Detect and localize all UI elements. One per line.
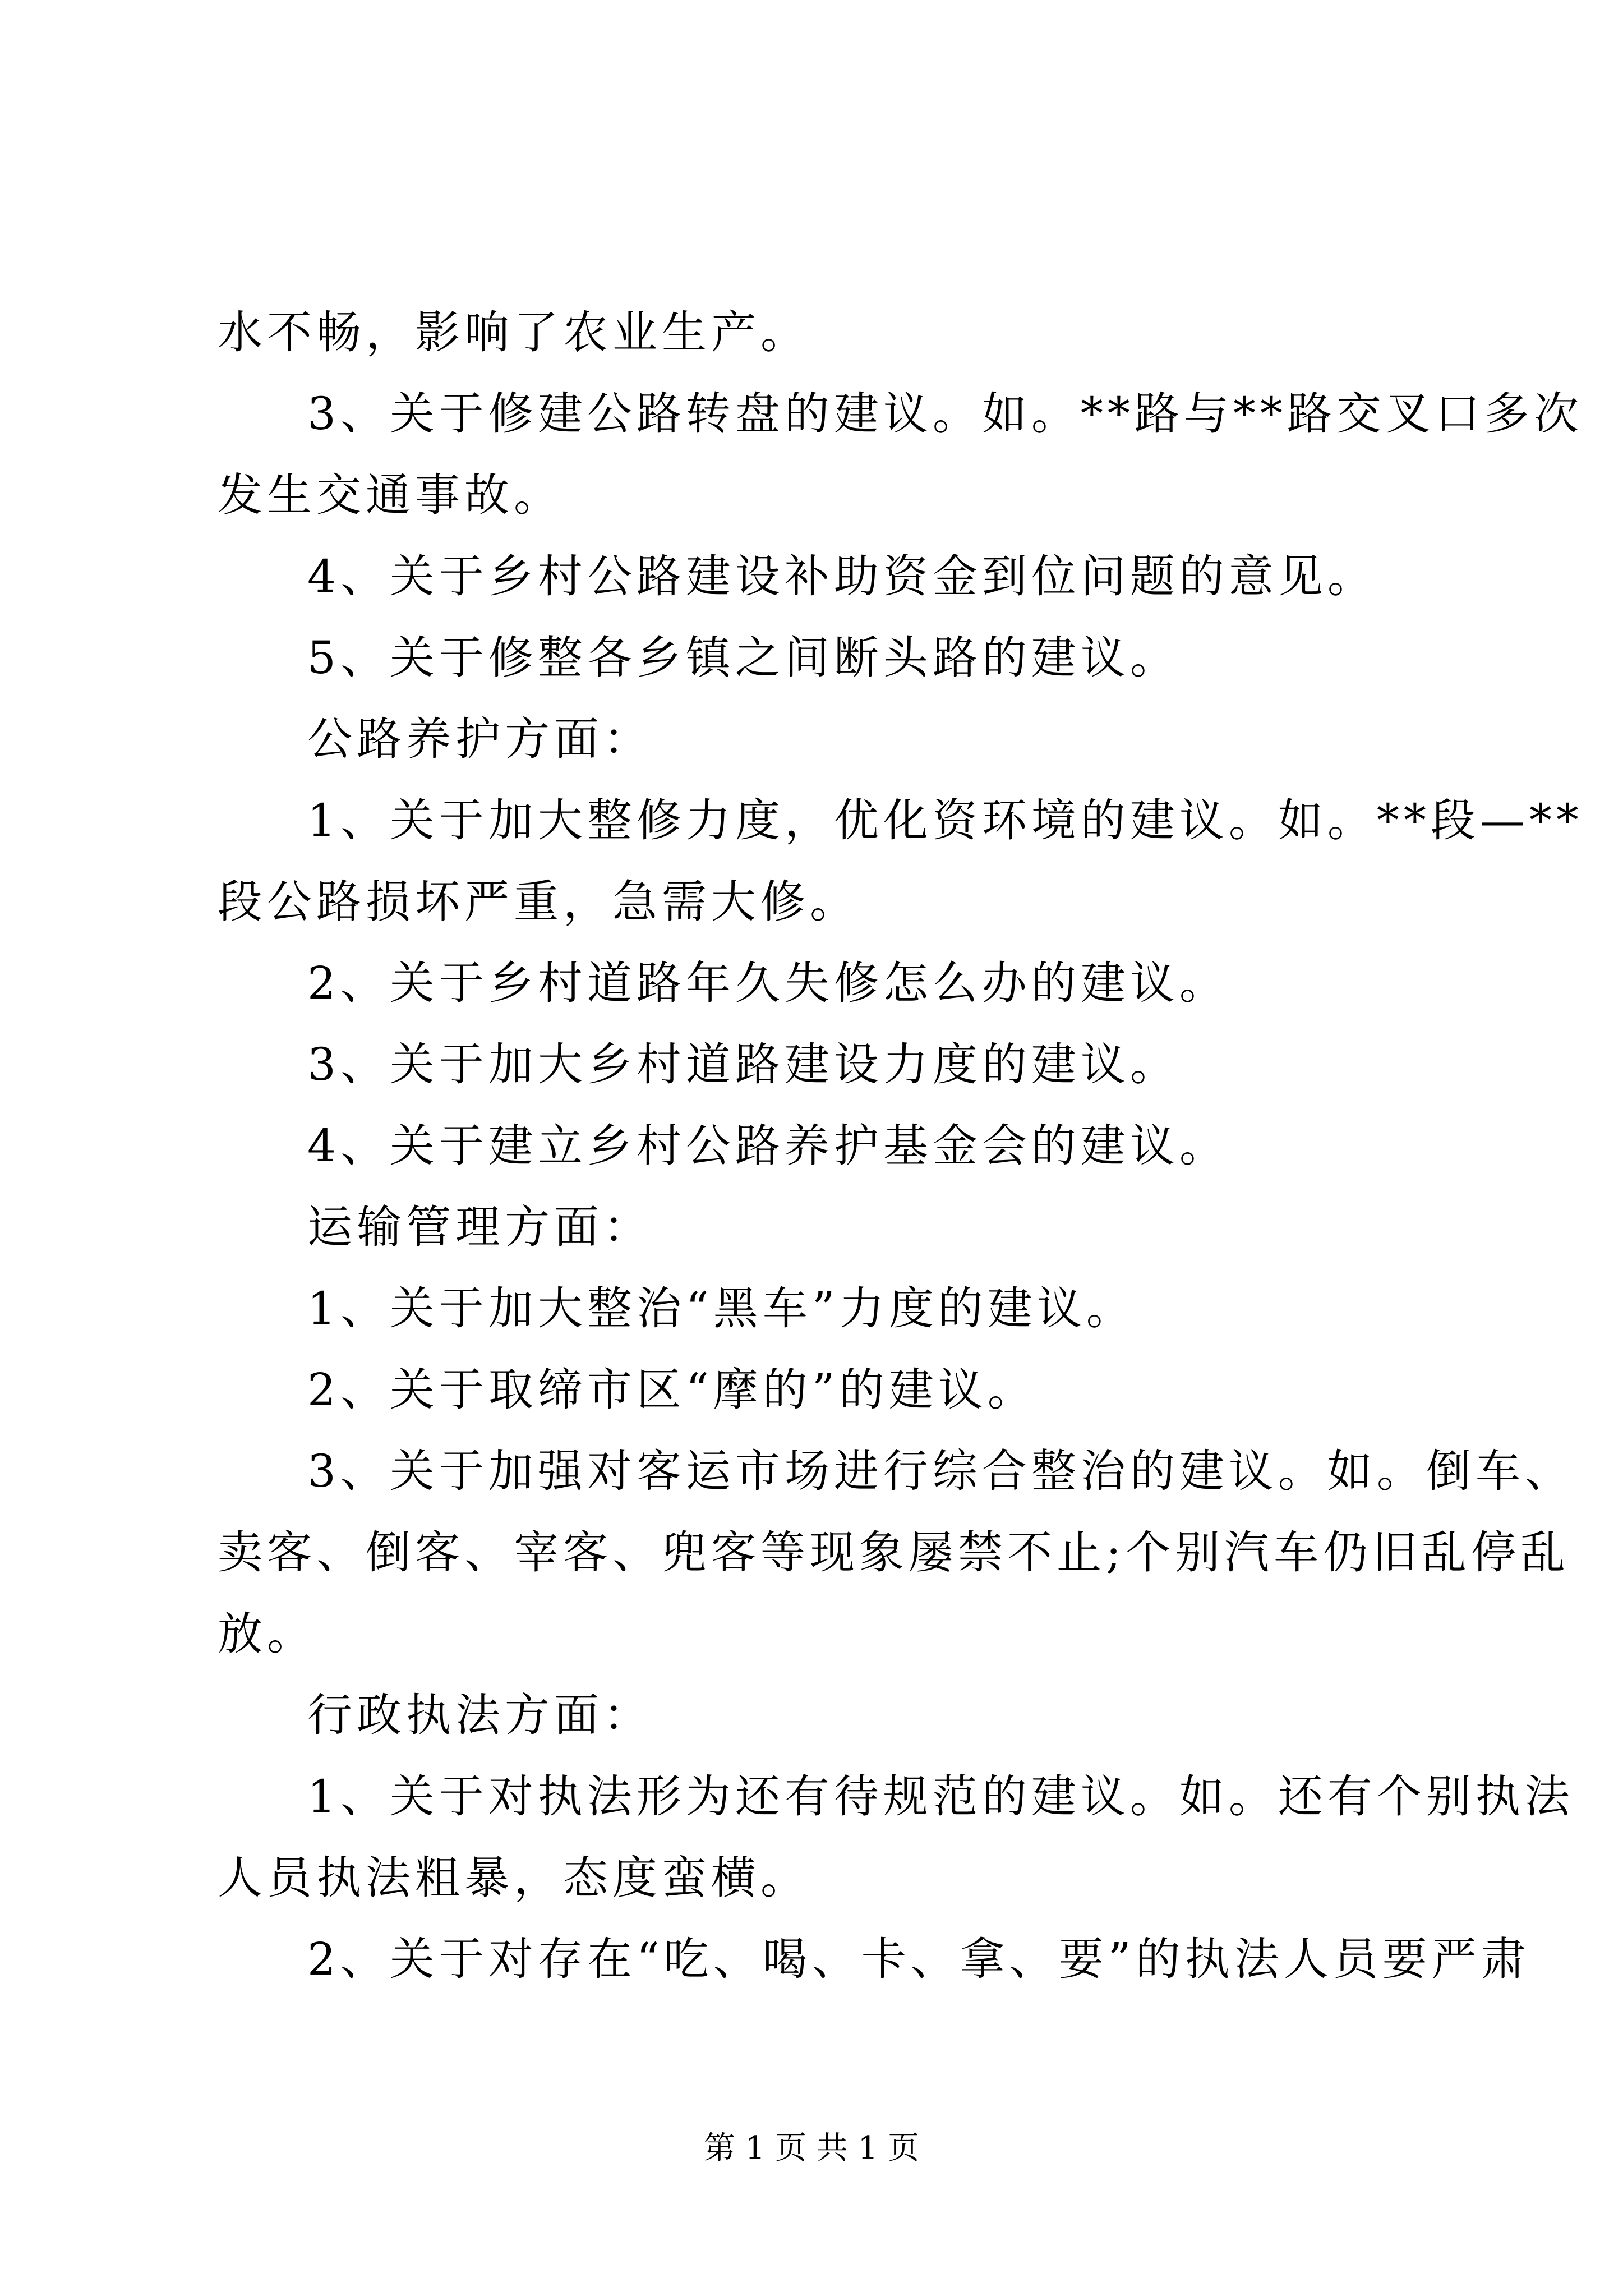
text-line: 1、关于加大整修力度，优化资环境的建议。如。**段—** — [307, 794, 1583, 846]
text-line: 2、关于对存在“吃、喝、卡、拿、要”的执法人员要严肃 — [307, 1933, 1530, 1985]
text-line: 3、关于加大乡村道路建设力度的建议。 — [307, 1038, 1179, 1091]
text-line: 发生交通事故。 — [218, 469, 563, 521]
text-line: 水不畅，影响了农业生产。 — [218, 306, 810, 358]
document-body — [218, 292, 1583, 2000]
text-line: 1、关于加大整治“黑车”力度的建议。 — [307, 1282, 1136, 1335]
text-line: 4、关于乡村公路建设补助资金到位问题的意见。 — [307, 550, 1377, 602]
text-line: 3、关于修建公路转盘的建议。如。**路与**路交叉口多次 — [307, 388, 1583, 440]
section-heading: 运输管理方面： — [307, 1201, 653, 1253]
text-line: 卖客、倒客、宰客、兜客等现象屡禁不止;个别汽车仍旧乱停乱 — [218, 1526, 1570, 1579]
section-heading: 行政执法方面： — [307, 1689, 653, 1741]
page-footer: 第 1 页 共 1 页 — [703, 2130, 920, 2166]
text-line: 段公路损坏严重，急需大修。 — [218, 876, 859, 928]
text-line: 2、关于乡村道路年久失修怎么办的建议。 — [307, 957, 1229, 1009]
section-heading: 公路养护方面： — [307, 713, 653, 765]
text-line: 放。 — [218, 1608, 316, 1660]
text-line: 1、关于对执法形为还有待规范的建议。如。还有个别执法 — [307, 1770, 1574, 1823]
text-line: 5、关于修整各乡镇之间断头路的建议。 — [307, 632, 1179, 684]
text-line: 3、关于加强对客运市场进行综合整治的建议。如。倒车、 — [307, 1445, 1574, 1497]
text-line: 人员执法粗暴，态度蛮横。 — [218, 1852, 810, 1904]
text-line: 4、关于建立乡村公路养护基金会的建议。 — [307, 1120, 1229, 1172]
text-line: 2、关于取缔市区“摩的”的建议。 — [307, 1364, 1037, 1416]
